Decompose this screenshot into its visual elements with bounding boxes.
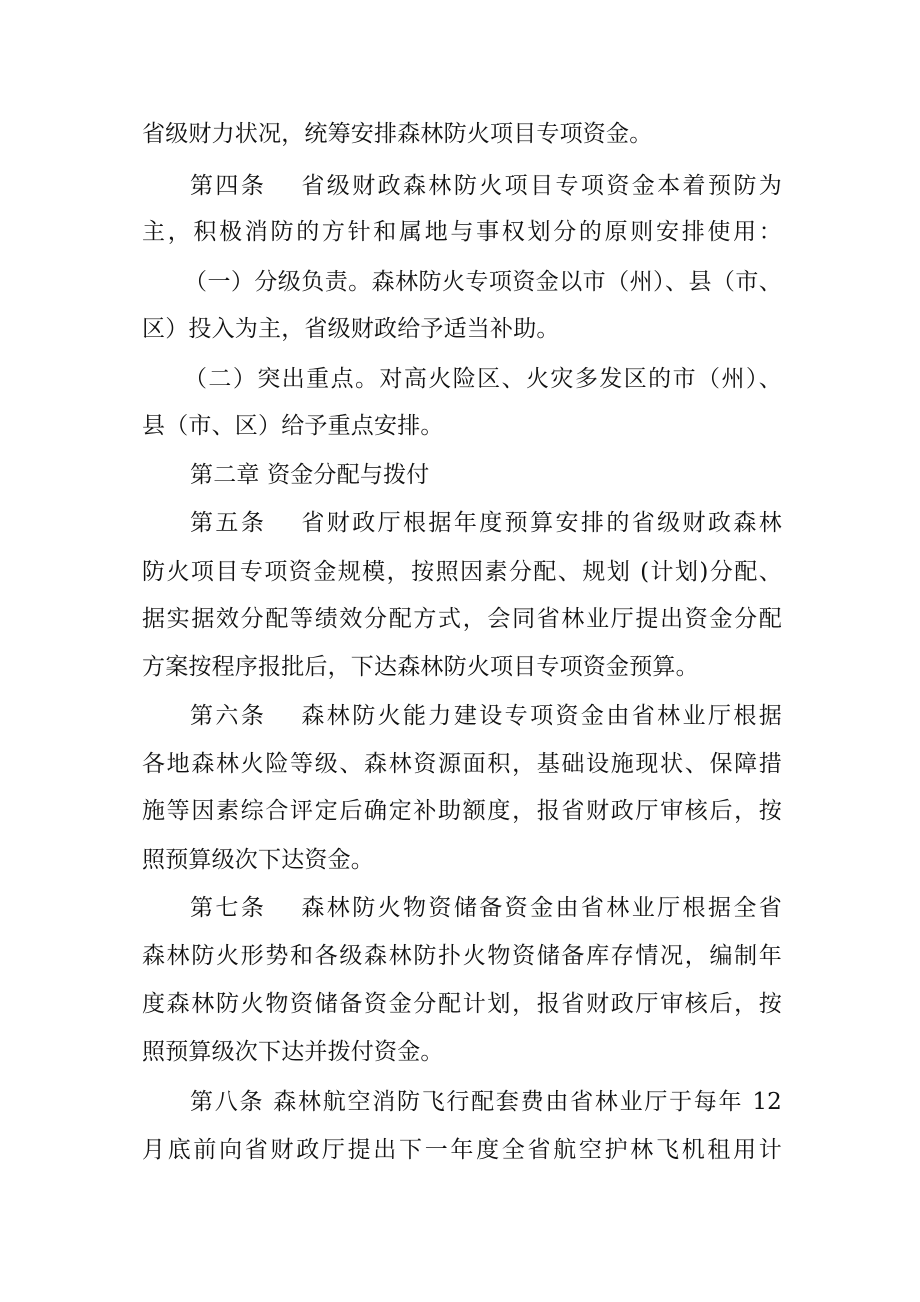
text-line: 县（市、区）给予重点安排。	[142, 413, 444, 439]
text-line: 施等因素综合评定后确定补助额度，报省财政厅审核后，按	[142, 798, 782, 824]
text-line: 照预算级次下达资金。	[142, 847, 374, 873]
text-line: 照预算级次下达并拨付资金。	[142, 1039, 444, 1065]
text-line: 方案按程序报批后，下达森林防火项目专项资金预算。	[142, 654, 699, 680]
text-line: 省级财力状况，统筹安排森林防火项目专项资金。	[142, 121, 653, 147]
text-line: 森林防火形势和各级森林防扑火物资储备库存情况，编制年	[142, 943, 782, 969]
article-8-heading-line: 第八条 森林航空消防飞行配套费由省林业厅于每年 12	[190, 1089, 782, 1115]
text-line: 防火项目专项资金规模，按照因素分配、规划 (计划)分配、	[142, 559, 782, 585]
item-1-line: （一）分级负责。森林防火专项资金以市（州）、县（市、	[184, 269, 782, 295]
text-line: 各地森林火险等级、森林资源面积，基础设施现状、保障措	[142, 751, 782, 777]
text-line: 月底前向省财政厅提出下一年度全省航空护林飞机租用计	[142, 1137, 782, 1163]
text-line: 据实据效分配等绩效分配方式，会同省林业厅提出资金分配	[142, 606, 782, 632]
text-line: 主，积极消防的方针和属地与事权划分的原则安排使用：	[142, 219, 782, 245]
text-line: 度森林防火物资储备资金分配计划，报省财政厅审核后，按	[142, 991, 782, 1017]
article-7-heading-line: 第七条 森林防火物资储备资金由省林业厅根据全省	[190, 895, 782, 921]
text-line: 区）投入为主，省级财政给予适当补助。	[142, 316, 560, 342]
chapter-2-heading: 第二章 资金分配与拨付	[190, 462, 430, 488]
article-4-heading-line: 第四条 省级财政森林防火项目专项资金本着预防为	[190, 173, 782, 199]
article-5-heading-line: 第五条 省财政厅根据年度预算安排的省级财政森林	[190, 510, 782, 536]
article-6-heading-line: 第六条 森林防火能力建设专项资金由省林业厅根据	[190, 703, 782, 729]
item-2-line: （二）突出重点。对高火险区、火灾多发区的市（州）、	[184, 366, 782, 392]
